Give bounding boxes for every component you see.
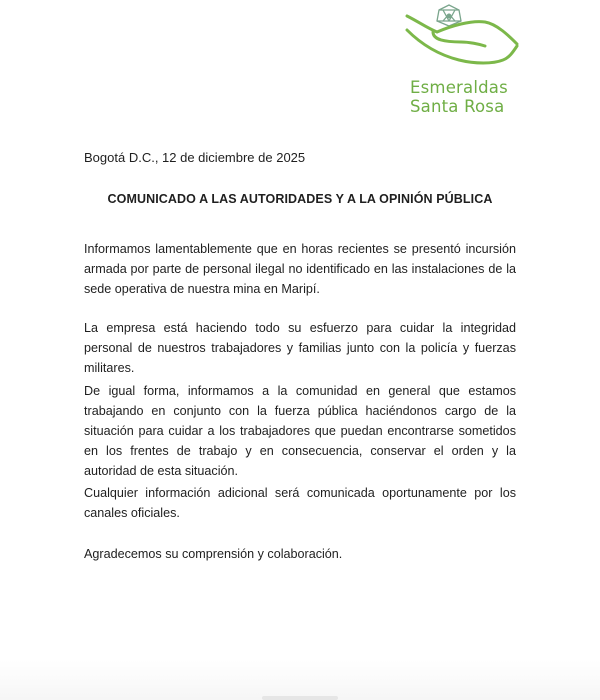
company-logo (405, 2, 525, 114)
page-bottom-shadow (0, 660, 600, 700)
brand-line-1: Esmeraldas (410, 78, 508, 97)
brand-line-2: Santa Rosa (410, 97, 505, 116)
hand-holding-emerald-icon (405, 2, 525, 82)
paragraph-4: Cualquier información adicional será comunicada oportunamente por los canales oficiales. (84, 486, 516, 520)
document-title: COMUNICADO A LAS AUTORIDADES Y A LA OPINIÓN PÚBLICA (107, 192, 493, 206)
date-line: Bogotá D.C., 12 de diciembre de 2025 (84, 150, 306, 165)
brand-name (410, 78, 508, 116)
footer-faint-text (262, 696, 338, 700)
paragraph-5: Agradecemos su comprensión y colaboración. (84, 547, 343, 561)
paragraph-1: Informamos lamentablemente que en horas recientes se presentó incursión armada por parte de personal ilegal no identificado en las instalaciones de la sede operativa de nuestra mina en Maripí. (84, 242, 516, 296)
paragraph-2: La empresa está haciendo todo su esfuerzo para cuidar la integridad personal de nuestros trabajadores y familias junto con la policía y fuerzas militares. (84, 321, 516, 375)
paragraph-3: De igual forma, informamos a la comunidad en general que estamos trabajando en conjunto con la fuerza pública haciéndonos cargo de la situación para cuidar a los trabajadores que puedan encontrarse sometidos en los frentes de trabajo y en consecuencia, conservar el orden y la autoridad de esta situación. (84, 384, 516, 478)
